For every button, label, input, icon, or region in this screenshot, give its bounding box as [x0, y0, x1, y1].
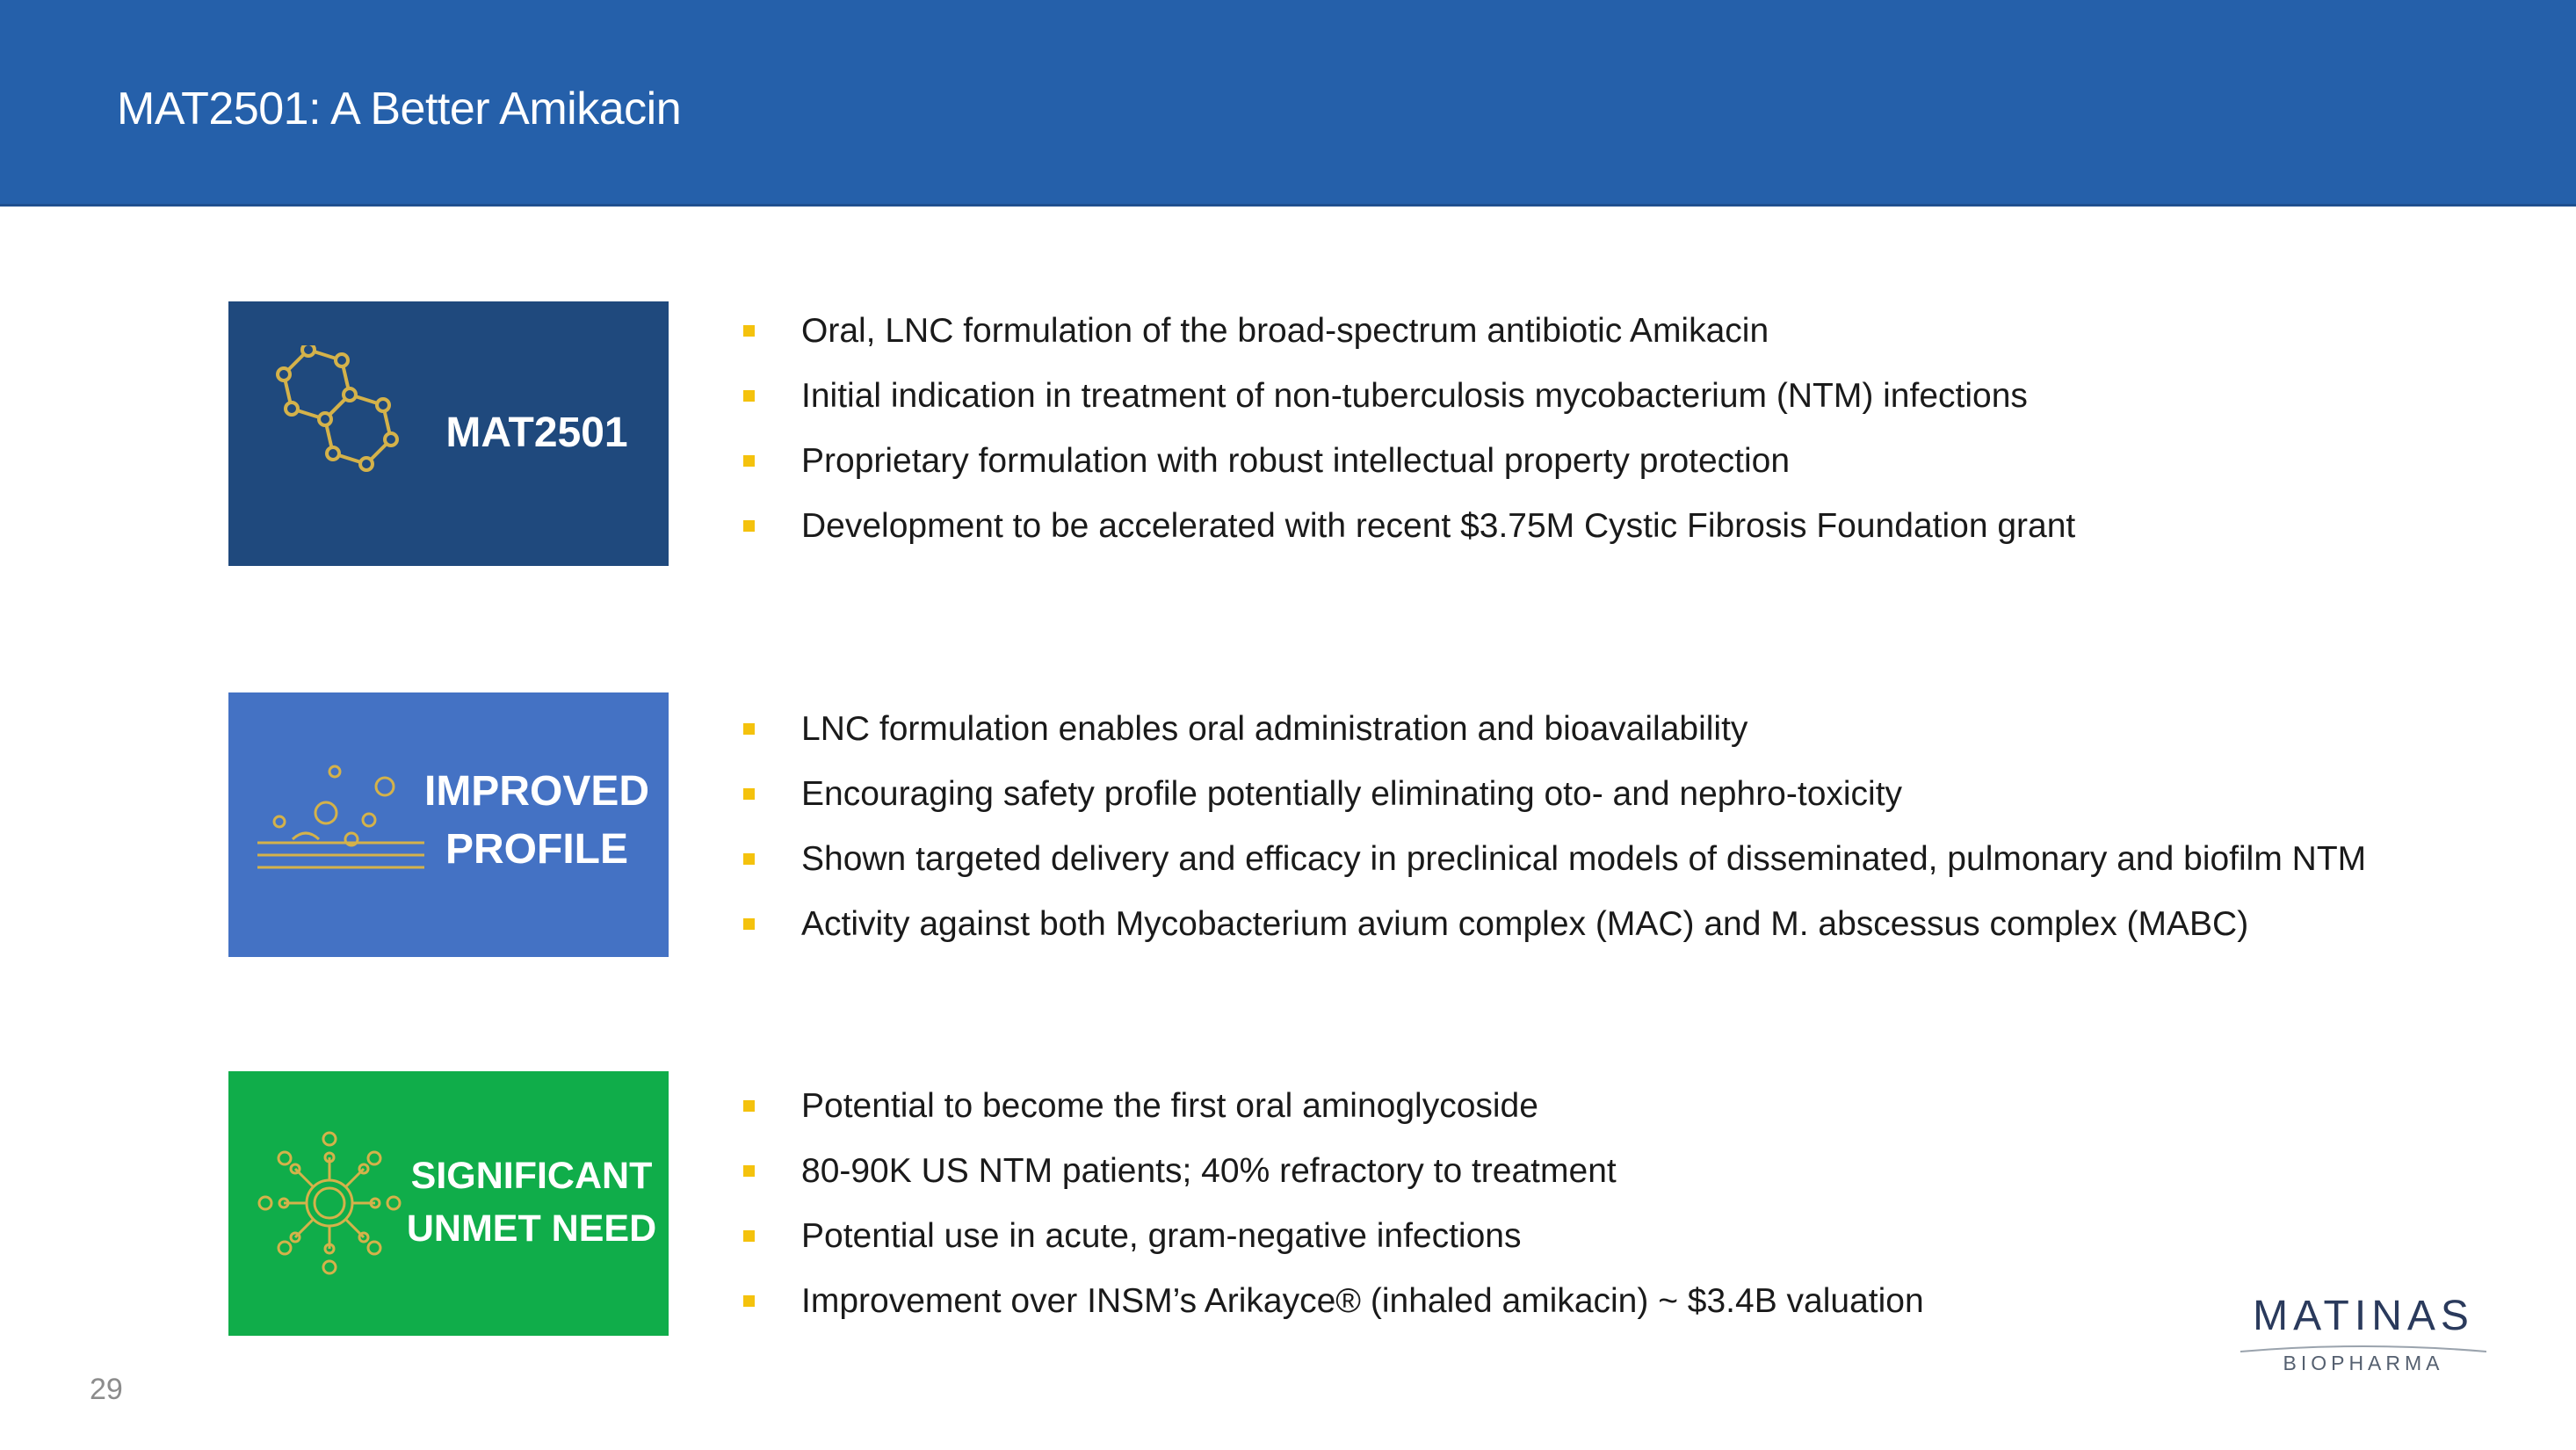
- bullet-square-icon: [743, 853, 755, 865]
- list-item: Potential use in acute, gram-negative infections: [738, 1204, 1924, 1269]
- logo-wordmark: MATINAS: [2253, 1293, 2474, 1339]
- bullet-square-icon: [743, 520, 755, 532]
- list-item: Improvement over INSM’s Arikayce® (inhaled amikacin) ~ $3.4B valuation: [738, 1269, 1924, 1334]
- list-item: Initial indication in treatment of non-tuberculosis mycobacterium (NTM) infections: [738, 364, 2075, 429]
- bullet-square-icon: [743, 1165, 755, 1177]
- bullet-square-icon: [743, 325, 755, 337]
- tile-label: MAT2501: [445, 410, 628, 456]
- list-item: Potential to become the first oral aminoglycoside: [738, 1074, 1924, 1139]
- bullet-list: [738, 299, 2075, 559]
- list-item: Encouraging safety profile potentially eliminating oto- and nephro-toxicity: [738, 762, 2366, 827]
- list-item: Shown targeted delivery and efficacy in preclinical models of disseminated, pulmonary and biofilm NTM: [738, 827, 2366, 892]
- tile-label: IMPROVED PROFILE: [423, 768, 650, 873]
- list-item: Proprietary formulation with robust intellectual property protection: [738, 429, 2075, 494]
- slide-title: MAT2501: A Better Amikacin: [117, 83, 682, 134]
- bullet-list: [738, 1074, 1924, 1334]
- bullet-square-icon: [743, 723, 755, 735]
- bullet-square-icon: [743, 918, 755, 930]
- bullet-square-icon: [743, 390, 755, 402]
- bullet-square-icon: [743, 1295, 755, 1307]
- improved-profile-tile: [228, 692, 669, 957]
- list-item: Development to be accelerated with recent $3.75M Cystic Fibrosis Foundation grant: [738, 494, 2075, 559]
- logo-subtitle: BIOPHARMA: [2283, 1352, 2444, 1374]
- unmet-need-tile: [228, 1071, 669, 1336]
- bubbles-layers-icon: [253, 758, 429, 881]
- network-hub-icon: [255, 1128, 404, 1278]
- bullet-list: [738, 697, 2366, 957]
- bullet-square-icon: [743, 1100, 755, 1112]
- mat2501-tile: [228, 301, 669, 566]
- page-number: 29: [90, 1373, 123, 1406]
- bullet-square-icon: [743, 1230, 755, 1242]
- list-item: Oral, LNC formulation of the broad-spectrum antibiotic Amikacin: [738, 299, 2075, 364]
- slide-header: [0, 0, 2576, 207]
- list-item: Activity against both Mycobacterium avium complex (MAC) and M. abscessus complex (MABC): [738, 892, 2366, 957]
- list-item: LNC formulation enables oral administration and bioavailability: [738, 697, 2366, 762]
- list-item: 80-90K US NTM patients; 40% refractory to treatment: [738, 1139, 1924, 1204]
- bullet-square-icon: [743, 455, 755, 467]
- bullet-square-icon: [743, 788, 755, 800]
- molecule-icon: [246, 345, 413, 521]
- company-logo: [2223, 1292, 2504, 1380]
- tile-label: SIGNIFICANT UNMET NEED: [406, 1155, 657, 1250]
